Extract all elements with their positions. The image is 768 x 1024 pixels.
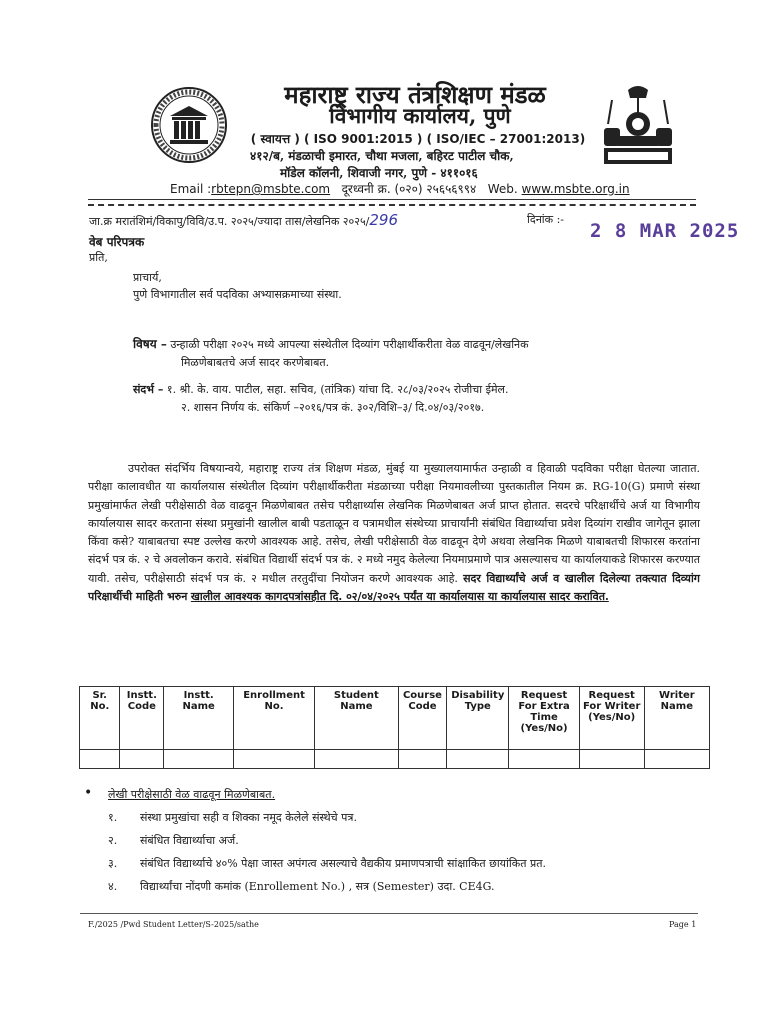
handwritten-number: 296: [369, 211, 399, 229]
recipient-line-2: पुणे विभागातील सर्व पदविका अभ्यासक्रमाच्या संस्था.: [133, 288, 342, 301]
table-cell: [644, 750, 709, 769]
list-item-text: विद्यार्थ्यांचा नोंदणी कमांक (Enrollement No.) , सत्र (Semester) उदा. CE4G.: [140, 880, 495, 893]
certifications: ( स्वायत्त ) ( ISO 9001:2015 ) ( ISO/IEC – 27001:2013): [250, 132, 586, 146]
email-label: Email :: [170, 182, 212, 196]
address-line-2: मॉडेल कॉलनी, शिवाजी नगर, पुणे - ४११०१६: [280, 166, 478, 180]
table-header-cell: Student Name: [314, 687, 398, 750]
table-header-cell: Instt. Name: [164, 687, 234, 750]
student-details-table: [79, 686, 710, 769]
list-item-number: १.: [108, 811, 118, 824]
maharashtra-state-seal-icon: [598, 84, 678, 172]
page-number: Page 1: [669, 920, 697, 929]
document-type: वेब परिपत्रक: [89, 235, 145, 249]
list-item-number: २.: [108, 834, 118, 847]
recipient-line-1: प्राचार्य,: [133, 271, 162, 284]
table-cell: [80, 750, 120, 769]
list-item-number: ३.: [108, 857, 118, 870]
salutation-to: प्रति,: [89, 251, 108, 264]
date-label: दिनांक :-: [527, 213, 565, 226]
body-bold-text: सदर विद्यार्थ्यांचे अर्ज व खालील दिलेल्या तक्त्यात दिव्यांग परिक्षार्थीची माहिती भरुन: [88, 571, 700, 604]
list-item-text: संस्था प्रमुखांचा सही व शिक्का नमूद केलेले संस्थेचे पत्र.: [140, 811, 357, 824]
body-paragraph: [88, 460, 700, 606]
list-item: [108, 829, 708, 852]
reference-item-2: २. शासन निर्णय कं. संकिर्ण –२०१६/पत्र कं. ३०२/विशि–३/ दि.०४/०३/२०१७.: [181, 401, 485, 414]
table-cell: [314, 750, 398, 769]
body-text: उपरोक्त संदर्भिय विषयान्वये, महाराष्ट्र राज्य तंत्र शिक्षण मंडळ, मुंबई या मुख्यालयामार्फत उन्हाळी व हिवाळी पदविका परीक्षा घेतल्या जातात. परीक्षा कालावधीत या कार्यालयास संस्थेतील दिव्यांग परीक्षार्थीकरीता मंडळाच्या परीक्षा नियमावलीच्या पुस्तकातील नियम क्र. RG-10(G) प्रमाणे संस्था प्रमुखांमार्फत लेखी परीक्षेसाठी वेळ वाढवून मिळणेबाबत तसेच परीक्षार्थ्यास लेखनिक मिळणेबाबत अर्ज प्राप्त होतात. सदरचे परिक्षार्थीचे अर्ज या विभागीय कार्यालयास सादर करताना संस्था प्रमुखांनी खालील बाबी पडताळून व पत्रामधील संस्थेच्या प्राचार्यांनी संबंधित विद्यार्थ्याचा प्रवेश दिव्यांग राखीव जागेतून झाला किंवा कसे? याबाबतचा स्पष्ट उल्लेख करणे आवश्यक आहे. तसेच, लेखी परीक्षेसाठी वेळ वाढवून देणे अथवा लेखनिक मिळणे याबाबतची शिफारस करतांना संदर्भ पत्र कं. २ चे अवलोकन करावे. संबंधित विद्यार्थी संदर्भ पत्र कं. २ मध्ये नमुद केलेल्या नियमाप्रमाणे पात्र असल्यासच या कार्यालयाकडे शिफारस करण्यात यावी. तसेच, परीक्षेसाठी संदर्भ पत्र कं. २ मधील तरतुदींचा नियोजन करणे आवश्यक आहे.: [88, 462, 700, 585]
list-item: [108, 875, 708, 898]
table-header-cell: Instt. Code: [120, 687, 164, 750]
address-line-1: ४१२/ब, मंडळाची इमारत, चौथा मजला, बहिरट पाटील चौक,: [250, 149, 514, 163]
website-link[interactable]: www.msbte.org.in: [521, 182, 630, 196]
bullet-dot-icon: •: [84, 785, 93, 801]
header-divider: [88, 199, 696, 200]
contact-line: [170, 180, 690, 197]
table-header-cell: Writer Name: [644, 687, 709, 750]
reference-block: [133, 381, 693, 417]
subject-line-2: मिळणेबाबतचे अर्ज सादर करणेबाबत.: [181, 356, 330, 369]
documents-list: [108, 806, 708, 898]
table-header-cell: Request For Writer (Yes/No): [579, 687, 644, 750]
table-header-row: [80, 687, 710, 750]
table-cell: [234, 750, 315, 769]
table-header-cell: Enrollment No.: [234, 687, 315, 750]
body-bold-underlined-text: खालील आवश्यक कागदपत्रांसहीत दि. ०२/०४/२०२५ पर्यंत या कार्यालयास या कार्यालयास सादर करावित.: [190, 590, 609, 604]
list-item: [108, 806, 708, 829]
table-cell: [509, 750, 579, 769]
organization-name: महाराष्ट्र राज्य तंत्रशिक्षण मंडळ: [284, 80, 546, 109]
table-header-cell: Request For Extra Time (Yes/No): [509, 687, 579, 750]
subject-block: [133, 335, 678, 372]
web-label: Web.: [487, 182, 518, 196]
footer-file-ref: F./2025 /Pwd Student Letter/S-2025/sathe: [88, 920, 259, 929]
msbte-board-emblem-icon: [150, 86, 228, 164]
table-cell: [164, 750, 234, 769]
table-row: [80, 750, 710, 769]
table-header-cell: Disability Type: [447, 687, 509, 750]
email-link[interactable]: rbtepn@msbte.com: [211, 182, 331, 196]
reference-item-1: १. श्री. के. वाय. पाटील, सहा. सचिव, (तांत्रिक) यांचा दि. २८/०३/२०२५ रोजीचा ईमेल.: [166, 383, 509, 396]
phone-number: दूरध्वनी क्र. (०२०) २५६५६९९४: [341, 182, 477, 196]
reference-number-text: जा.क्र मरातंशिमं/विकापु/विवि/उ.प. २०२५/ज्यादा तास/लेखनिक २०२५/: [89, 215, 370, 228]
subject-label: विषय –: [133, 337, 167, 351]
list-item-text: संबंधित विद्यार्थ्याचा अर्ज.: [140, 834, 239, 847]
list-item-number: ४.: [108, 880, 118, 893]
subject-line-1: उन्हाळी परीक्षा २०२५ मध्ये आपल्या संस्थेतील दिव्यांग परीक्षार्थीकरीता वेळ वाढवून/लेखनिक: [170, 338, 529, 351]
reference-label: संदर्भ –: [133, 383, 164, 396]
list-item-text: संबंधित विद्यार्थ्याचे ४०% पेक्षा जास्त अपंगत्व असल्याचे वैद्यकीय प्रमाणपत्राची सांक्षाकित छायांकित प्रत.: [140, 857, 546, 870]
table-cell: [447, 750, 509, 769]
table-header-cell: Course Code: [398, 687, 446, 750]
footer-divider: [80, 913, 698, 914]
documents-heading: लेखी परीक्षेसाठी वेळ वाढवून मिळणेबाबत.: [108, 788, 276, 801]
list-item: [108, 852, 708, 875]
header-dashed-divider: [88, 204, 696, 206]
table-cell: [120, 750, 164, 769]
table-cell: [398, 750, 446, 769]
regional-office-name: विभागीय कार्यालय, पुणे: [329, 103, 511, 128]
table-cell: [579, 750, 644, 769]
table-header-cell: Sr. No.: [80, 687, 120, 750]
reference-number: [89, 211, 398, 229]
date-stamp: 2 8 MAR 2025: [590, 220, 740, 242]
